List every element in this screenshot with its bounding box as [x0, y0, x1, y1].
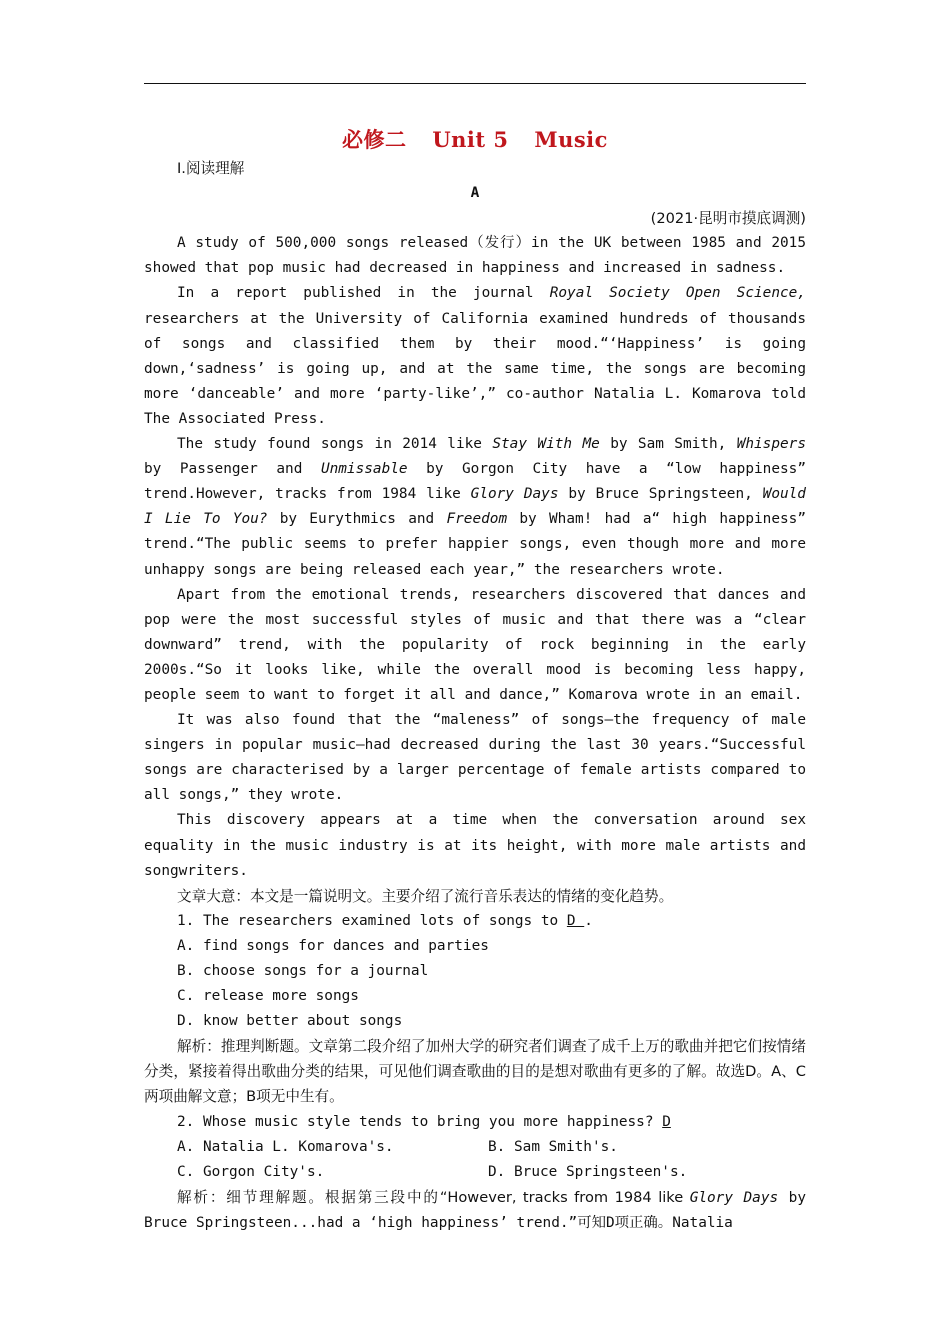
question-1-option-a: A. find songs for dances and parties	[177, 937, 489, 954]
p3-text-g: by Wham! had a“ high happiness” trend.“The public seems to prefer happier songs, even though more and more unhappy songs are being released each year,” the researchers wrote.	[144, 511, 806, 578]
question-1-explanation: 解析：推理判断题。文章第二段介绍了加州大学的研究者们调查了成千上万的歌曲并把它们按情绪分类，紧接着得出歌曲分类的结果，可见他们调查歌曲的目的是想对歌曲有更多的了解。故选D。A、C两项曲解文意；B项无中生有。	[144, 1038, 806, 1106]
question-2-option-b: B. Sam Smith's.	[488, 1138, 618, 1155]
passage-paragraph-5: It was also found that the “maleness” of songs—the frequency of male singers in popular music—had decreased during the last 30 years.“Successful songs are characterised by a larger percentage of female artists compared to all songs,” they wrote.	[144, 712, 806, 804]
question-1-stem	[144, 909, 806, 934]
p2-text-a: In a report published in the journal	[177, 285, 550, 302]
passage-paragraph-3	[144, 432, 806, 583]
passage-paragraph-1: A study of 500,000 songs released（发行）in the UK between 1985 and 2015 showed that pop music had decreased in happiness and increased in sadness.	[144, 235, 806, 277]
p3-text-c: by Passenger and	[144, 461, 321, 478]
song-title: Whispers	[736, 436, 806, 453]
question-1-option-d: D. know better about songs	[177, 1013, 403, 1030]
question-text: 1. The researchers examined lots of songs to	[177, 912, 567, 929]
question-1-option-b: B. choose songs for a journal	[177, 963, 429, 979]
passage-paragraph-6: This discovery appears at a time when the conversation around sex equality in the music industry is at its height, with more male artists and songwriters.	[144, 812, 806, 879]
question-2-explanation	[144, 1185, 806, 1236]
title-topic: Music	[534, 127, 608, 152]
p3-text-e: by Bruce Springsteen,	[558, 486, 763, 503]
passage-paragraph-4: Apart from the emotional trends, researchers discovered that dances and pop were the most successful styles of music and that there was a “clear downward” trend, with the popularity of rock beginning in the early 2000s.“So it looks like, while the overall mood is becoming less happy, people seem to want to forget it all and dance,” Komarova wrote in an email.	[144, 586, 806, 703]
song-title: Freedom	[446, 511, 508, 528]
question-2-options-row-2	[144, 1160, 806, 1185]
p3-text-b: by Sam Smith,	[599, 436, 737, 453]
answer-blank: D	[566, 912, 585, 929]
song-title: Glory Days	[470, 486, 559, 503]
section-title: Ⅰ.阅读理解	[177, 160, 245, 177]
question-2-options-row-1	[144, 1135, 806, 1160]
answer-blank: D	[662, 1113, 671, 1130]
p3-text-d: by Gorgon City have a “low happiness” trend.However, tracks from 1984 like	[144, 461, 806, 503]
question-end: .	[584, 912, 593, 929]
page-title	[0, 124, 950, 154]
song-title: Unmissable	[320, 461, 408, 478]
passage-source: (2021·昆明市摸底调测)	[650, 210, 806, 228]
song-title: Stay With Me	[492, 436, 600, 453]
p2-text-b: researchers at the University of California examined hundreds of thousands of songs and classified them by their mood.“‘Happiness’ is going down,‘sadness’ is going up, and at the same time, the songs are becoming more ‘danceable’ and more ‘party-like’,” co-author Natalia L. Komarova told The Associated Press.	[144, 310, 806, 427]
title-module: 必修二	[342, 127, 407, 152]
passage-summary: 文章大意：本文是一篇说明文。主要介绍了流行音乐表达的情绪的变化趋势。	[177, 887, 674, 905]
question-1-option-c: C. release more songs	[177, 988, 359, 1005]
passage-paragraph-2	[144, 281, 806, 432]
song-title: Glory Days	[689, 1189, 779, 1206]
title-unit: Unit 5	[432, 127, 509, 152]
journal-name: Royal Society Open Science,	[549, 285, 806, 302]
explanation-text-a: 解析：细节理解题。根据第三段中的“However, tracks from 1984 like	[177, 1188, 690, 1206]
explanation-text-b: by Bruce Springsteen...had a ‘high happiness’ trend.”可知D项正确。Natalia	[144, 1189, 806, 1231]
p3-text-a: The study found songs in 2014 like	[177, 436, 493, 453]
song-title: Would I Lie To You?	[144, 486, 806, 528]
document-body	[144, 156, 806, 1236]
question-text: 2. Whose music style tends to bring you more happiness?	[177, 1113, 663, 1130]
question-2-stem	[144, 1110, 806, 1135]
question-2-option-d: D. Bruce Springsteen's.	[488, 1163, 688, 1180]
question-2-option-a: A. Natalia L. Komarova's.	[177, 1138, 394, 1155]
passage-label: A	[470, 185, 480, 202]
p3-text-f: by Eurythmics and	[267, 511, 447, 528]
question-2-option-c: C. Gorgon City's.	[177, 1163, 325, 1180]
header-rule	[144, 83, 806, 84]
